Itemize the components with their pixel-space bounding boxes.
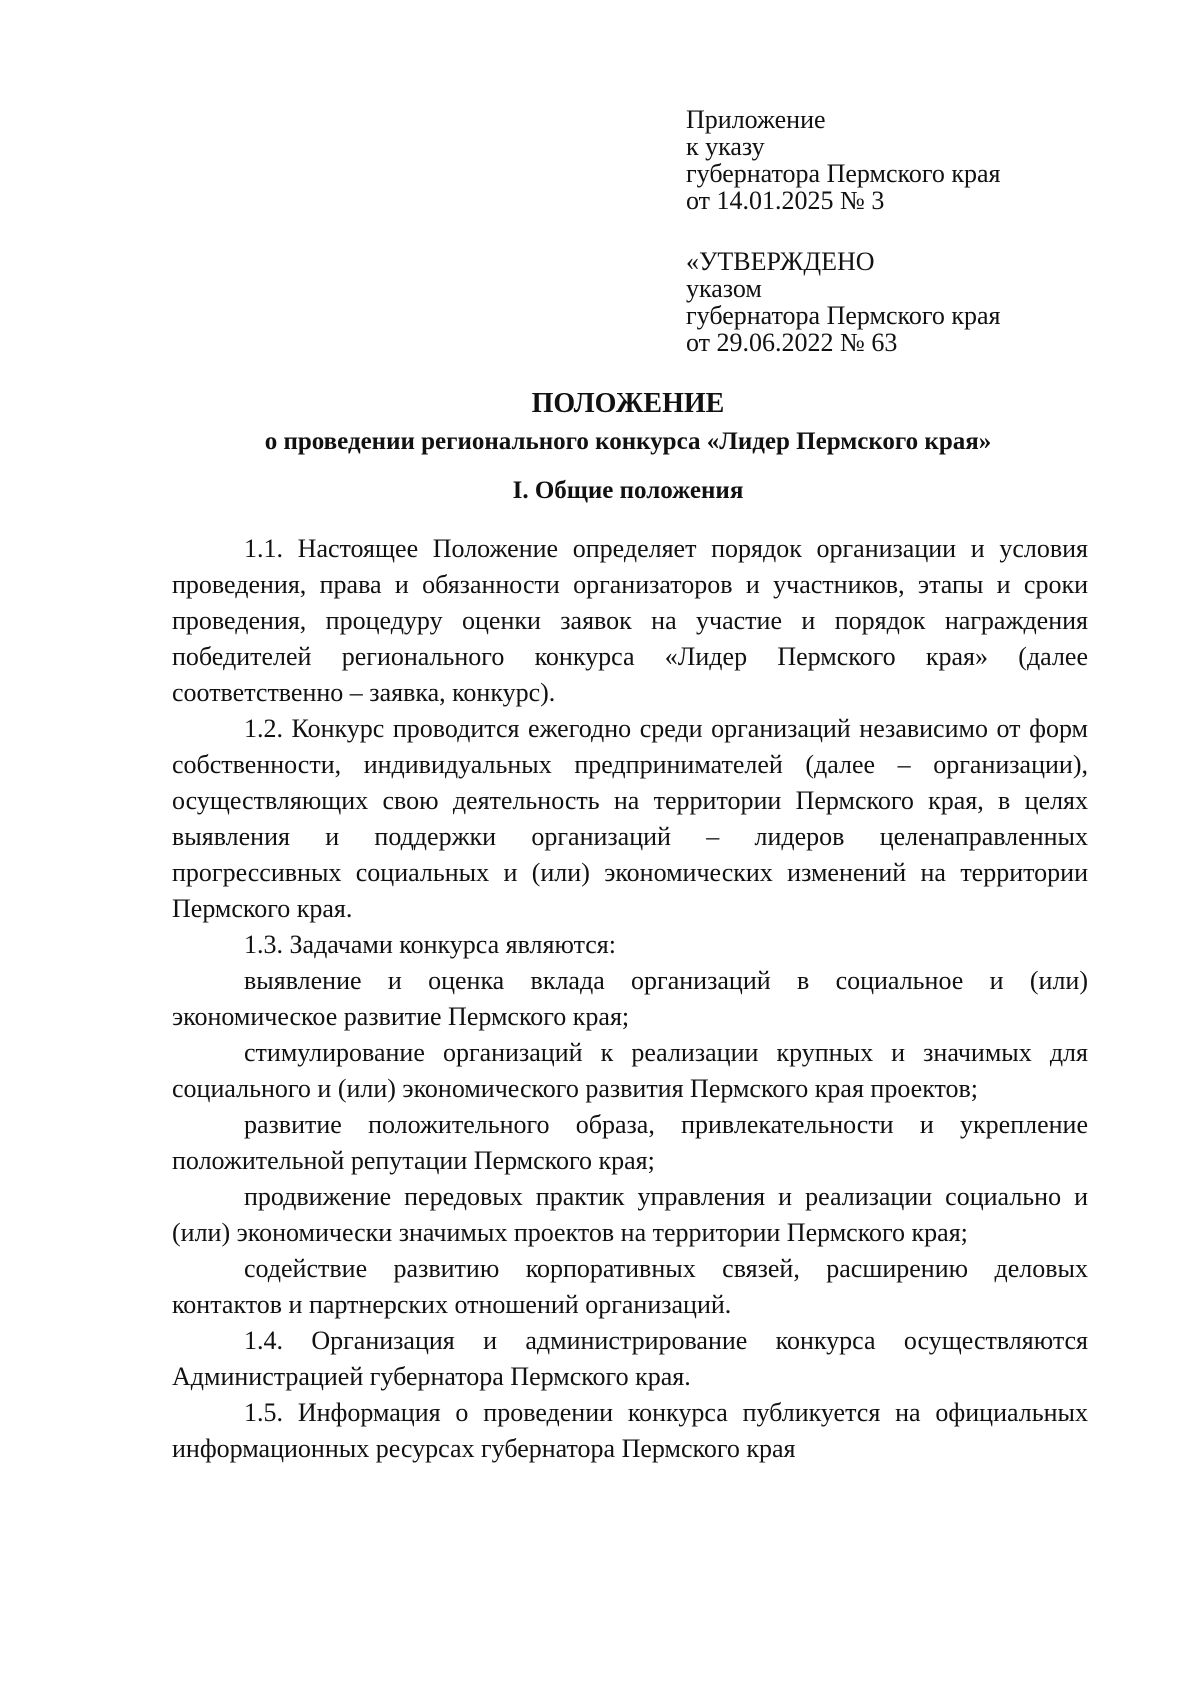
paragraph: 1.1. Настоящее Положение определяет порядок организации и условия проведения, права и обязанности организаторов и участников, этапы и сроки проведения, процедуру оценки заявок на участие и порядок награждения победителей регионального конкурса «Лидер Пермского края» (далее соответственно – заявка, конкурс). xyxy=(172,534,1088,707)
document-title: ПОЛОЖЕНИЕ xyxy=(531,388,725,419)
appendix-line: Приложение xyxy=(686,105,826,134)
section-heading: I. Общие положения xyxy=(512,477,744,504)
approved-line: указом xyxy=(686,274,762,303)
appendix-stamp xyxy=(686,106,1106,214)
document-subtitle: о проведении регионального конкурса «Лидер Пермского края» xyxy=(264,428,992,455)
appendix-line: губернатора Пермского края xyxy=(686,159,1001,188)
paragraph: 1.2. Конкурс проводится ежегодно среди организаций независимо от форм собственности, индивидуальных предпринимателей (далее – организации), осуществляющих свою деятельность на территории Пермского края, в целях выявления и поддержки организаций – лидеров целенаправленных прогрессивных социальных и (или) экономических изменений на территории Пермского края. xyxy=(172,714,1088,923)
appendix-line: от 14.01.2025 № 3 xyxy=(686,186,885,215)
paragraph: 1.5. Информация о проведении конкурса публикуется на официальных информационных ресурсах губернатора Пермского края xyxy=(172,1398,1088,1463)
approved-line: «УТВЕРЖДЕНО xyxy=(686,247,875,276)
paragraph: 1.4. Организация и администрирование конкурса осуществляются Администрацией губернатора Пермского края. xyxy=(172,1326,1088,1391)
approved-line: от 29.06.2022 № 63 xyxy=(686,328,898,357)
document-body xyxy=(172,531,1088,1467)
paragraph: продвижение передовых практик управления и реализации социально и (или) экономически значимых проектов на территории Пермского края; xyxy=(172,1182,1088,1247)
approved-stamp xyxy=(686,248,1106,356)
approved-line: губернатора Пермского края xyxy=(686,301,1001,330)
paragraph: 1.3. Задачами конкурса являются: xyxy=(244,930,616,959)
paragraph: выявление и оценка вклада организаций в социальное и (или) экономическое развитие Пермского края; xyxy=(172,966,1088,1031)
paragraph: содействие развитию корпоративных связей, расширению деловых контактов и партнерских отношений организаций. xyxy=(172,1254,1088,1319)
appendix-line: к указу xyxy=(686,132,765,161)
paragraph: развитие положительного образа, привлекательности и укрепление положительной репутации Пермского края; xyxy=(172,1110,1088,1175)
paragraph: стимулирование организаций к реализации крупных и значимых для социального и (или) экономического развития Пермского края проектов; xyxy=(172,1038,1088,1103)
